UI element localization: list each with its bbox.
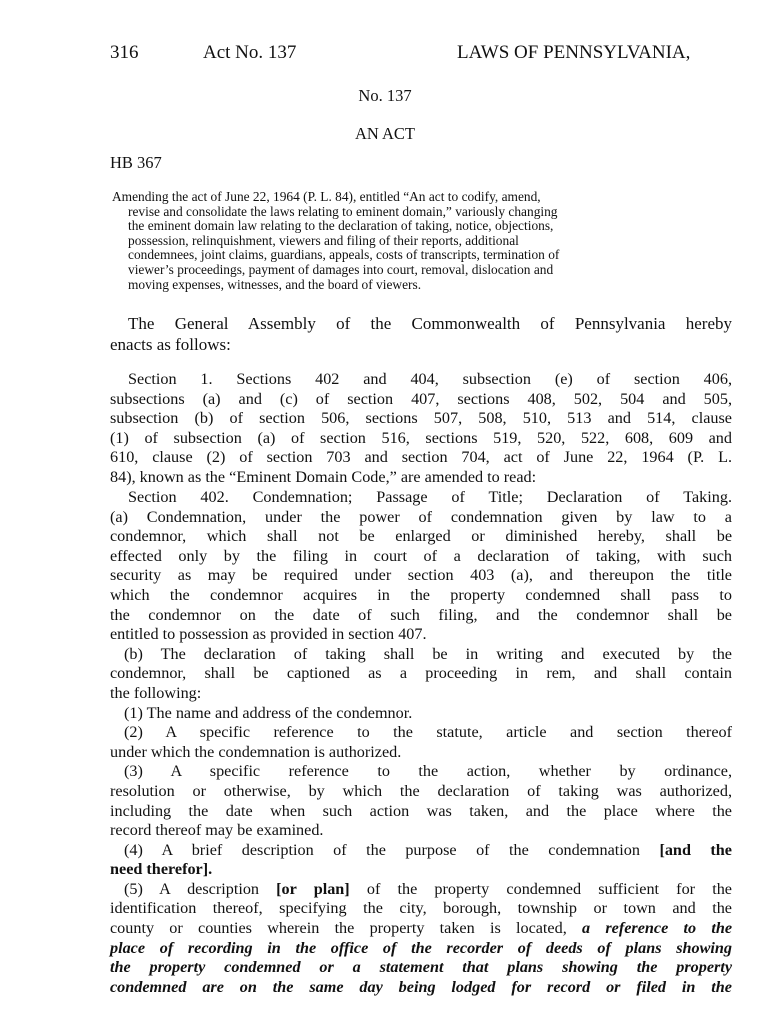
section-1-line: subsections (a) and (c) of section 407, sections 408, 502, 504 and 505, <box>110 389 732 408</box>
section-402-line: (1) The name and address of the condemnor. <box>124 703 413 722</box>
clause-5-county: county or counties wherein the property taken is located, <box>110 919 567 938</box>
summary-line: viewer’s proceedings, payment of damages into court, removal, dislocation and <box>128 261 554 277</box>
section-1-line: Section 1. Sections 402 and 404, subsection (e) of section 406, <box>128 370 732 388</box>
summary-line: possession, relinquishment, viewers and filing of their reports, additional <box>128 232 519 248</box>
section-402-line: including the date when such action was taken, and the place where the <box>110 801 732 820</box>
section-402-line: security as may be required under section 403 (a), and thereupon the title <box>110 566 732 585</box>
bill-number: HB 367 <box>110 153 162 172</box>
clause-4-text: (4) A brief description of the purpose of the condemnation <box>124 840 640 859</box>
clause-5-continued: of the property condemned sufficient for the <box>366 879 732 898</box>
section-402 <box>110 488 732 997</box>
summary-line: revise and consolidate the laws relating to eminent domain,” variously changing <box>128 203 558 219</box>
summary-line: the eminent domain law relating to the declaration of taking, notice, objections, <box>128 218 554 234</box>
section-1-line: 84), known as the “Eminent Domain Code,” are amended to read: <box>110 467 537 486</box>
enacting-line: enacts as follows: <box>110 335 231 354</box>
section-1-line: (1) of subsection (a) of section 516, sections 519, 520, 522, 608, 609 and <box>110 428 732 447</box>
section-402-line: the condemnor on the date of such filing, and the condemnor shall be <box>110 605 732 624</box>
italic-addition: place of recording in the office of the recorder of deeds of plans showing <box>110 938 732 957</box>
summary-line: Amending the act of June 22, 1964 (P. L. 84), entitled “An act to codify, amend, <box>112 189 541 204</box>
bracketed-deletion: [and the <box>659 840 732 859</box>
section-402-line <box>110 841 732 861</box>
clause-5-text: (5) A description <box>124 879 260 898</box>
section-402-line: (2) A specific reference to the statute, article and section thereof <box>124 723 732 742</box>
section-1 <box>110 370 732 488</box>
bracketed-deletion: [or plan] <box>276 879 350 898</box>
section-402-line: (a) Condemnation, under the power of condemnation given by law to a <box>110 507 732 526</box>
act-summary <box>112 190 734 292</box>
summary-line: moving expenses, witnesses, and the board of viewers. <box>128 276 422 292</box>
section-402-line: condemnor, shall be captioned as a proceeding in rem, and shall contain <box>110 664 732 683</box>
bracketed-deletion: need therefor]. <box>110 860 213 879</box>
act-heading: AN ACT <box>354 124 416 143</box>
section-402-line: condemnor, which shall not be enlarged or diminished hereby, shall be <box>110 527 732 546</box>
italic-addition: condemned are on the same day being lodged for record or filed in the <box>110 977 732 996</box>
section-402-line: record thereof may be examined. <box>110 821 324 840</box>
enacting-line: The General Assembly of the Commonwealth of Pennsylvania hereby <box>128 314 732 333</box>
act-label: Act No. 137 <box>203 42 297 63</box>
section-402-line: entitled to possession as provided in section 407. <box>110 625 427 644</box>
section-1-line: 610, clause (2) of section 703 and section 704, act of June 22, 1964 (P. L. <box>110 448 732 467</box>
section-402-line: Section 402. Condemnation; Passage of Title; Declaration of Taking. <box>128 488 732 506</box>
section-402-line: resolution or otherwise, by which the declaration of taking was authorized, <box>110 781 732 800</box>
act-number: No. 137 <box>358 86 412 105</box>
section-1-line: subsection (b) of section 506, sections 507, 508, 510, 513 and 514, clause <box>110 409 732 428</box>
italic-addition: a reference to the <box>582 919 733 938</box>
section-402-line: which the condemnor acquires in the property condemned shall pass to <box>110 585 732 604</box>
section-402-line: the following: <box>110 683 202 702</box>
section-402-line <box>110 919 732 939</box>
section-402-line: (3) A specific reference to the action, whether by ordinance, <box>124 762 732 781</box>
section-402-line: (b) The declaration of taking shall be in writing and executed by the <box>124 644 732 663</box>
italic-addition: the property condemned or a statement that plans showing the property <box>110 958 732 977</box>
section-402-line: under which the condemnation is authorized. <box>110 742 402 761</box>
summary-line: condemnees, joint claims, guardians, appeals, costs of transcripts, termination of <box>128 247 560 263</box>
section-402-line <box>110 880 732 900</box>
section-402-line: effected only by the filing in court of a declaration of taking, with such <box>110 546 732 565</box>
enacting-clause <box>110 313 732 355</box>
page-number: 316 <box>110 42 139 63</box>
publication-title: LAWS OF PENNSYLVANIA, <box>457 42 691 63</box>
section-402-line: identification thereof, specifying the city, borough, township or town and the <box>110 899 732 918</box>
